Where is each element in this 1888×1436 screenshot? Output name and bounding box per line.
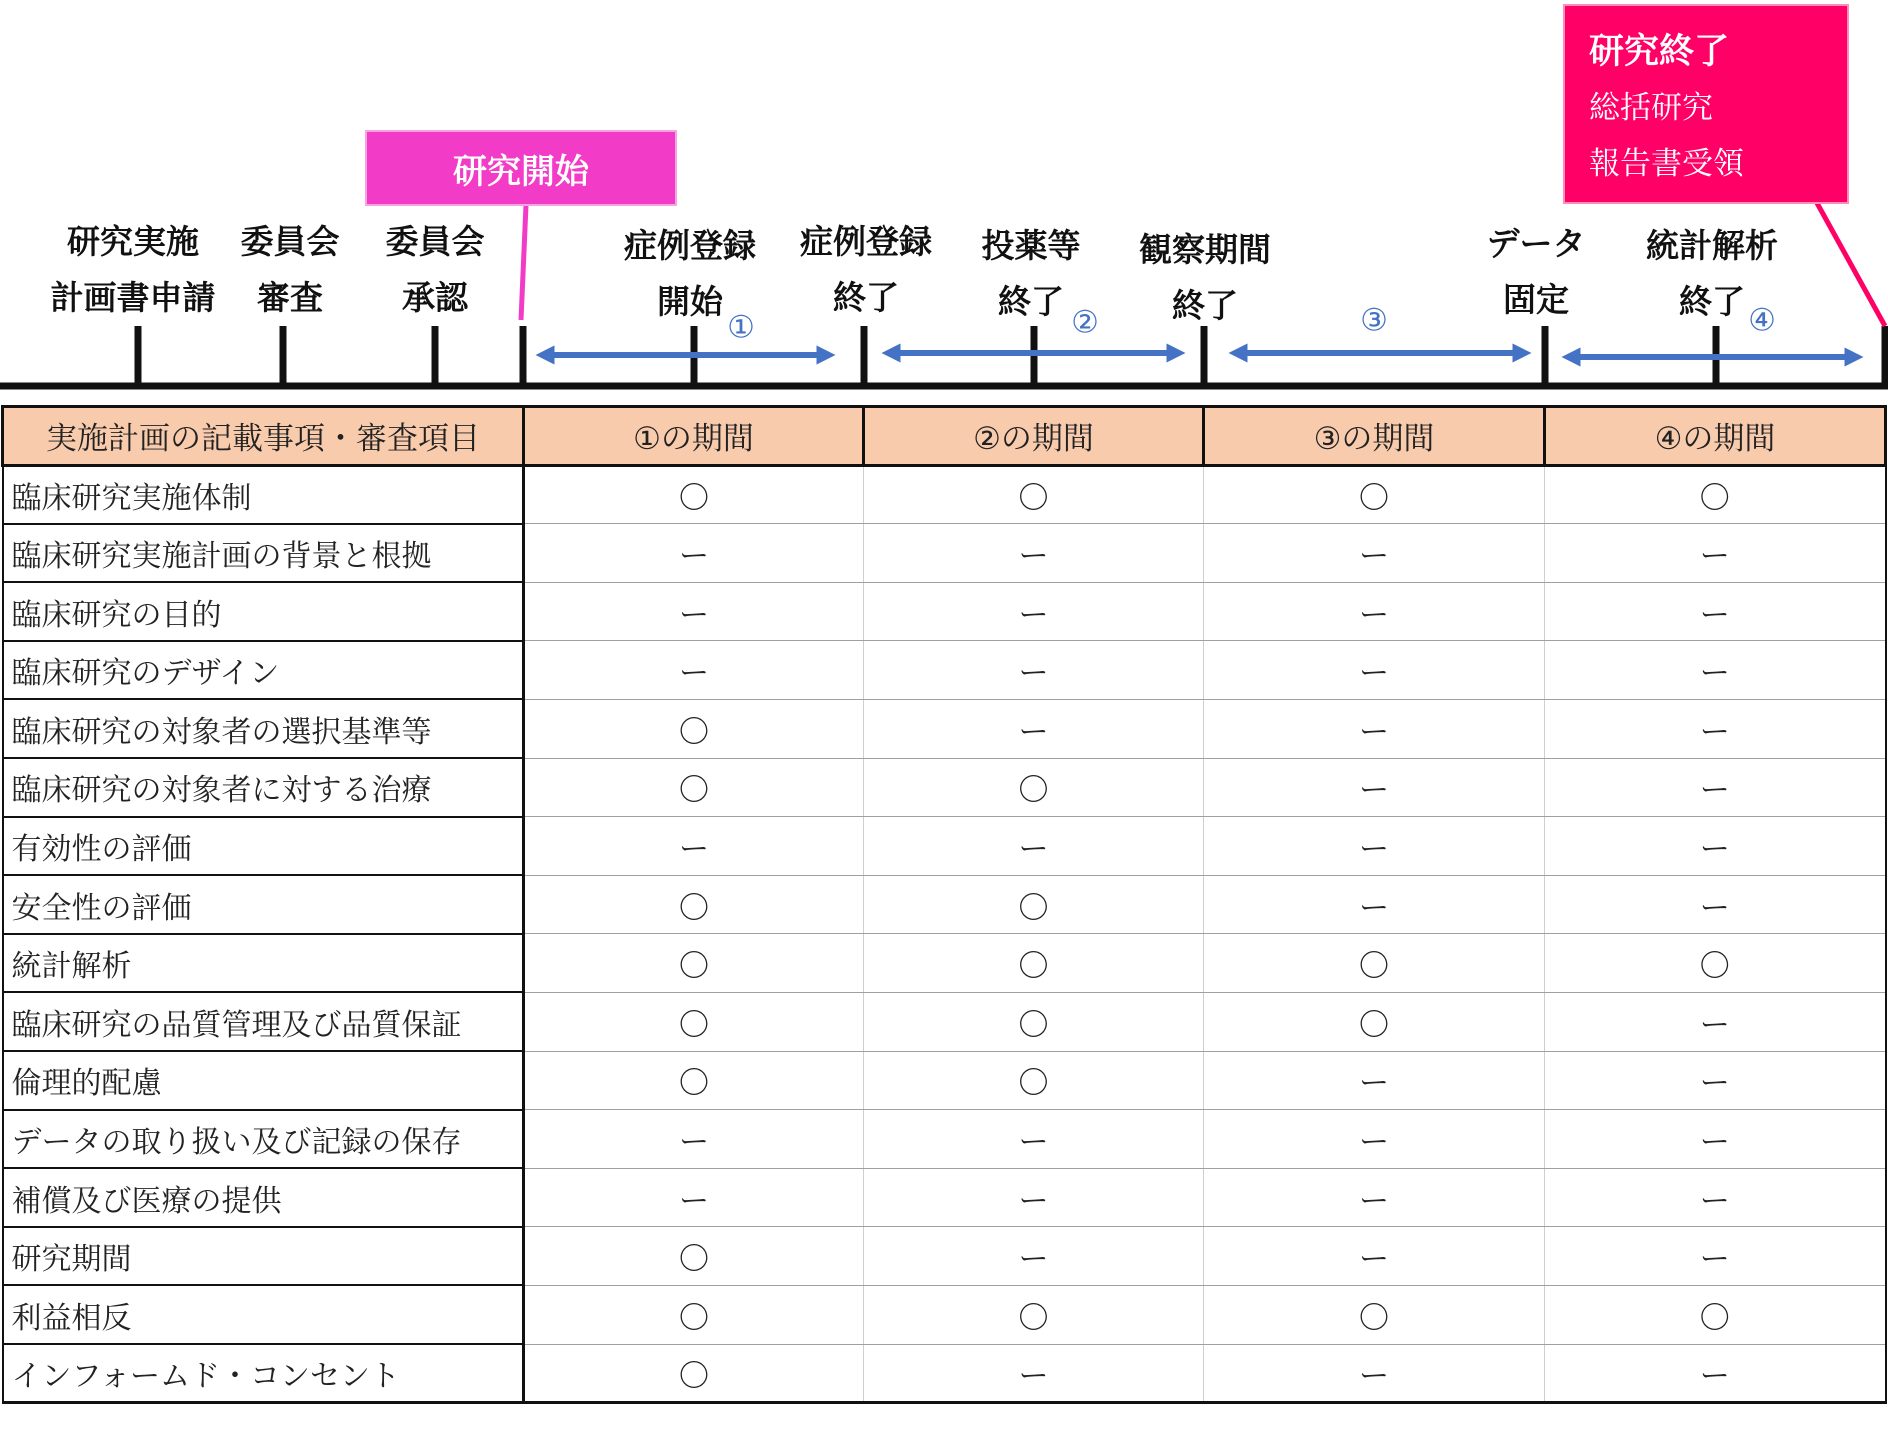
start-callout-pointer [521,205,526,320]
period-1-mark: 〇 [524,1344,864,1403]
period-2-mark: 〇 [864,992,1204,1051]
period-2-mark: 〇 [864,1285,1204,1344]
period-3-mark: 〇 [1204,934,1545,993]
period-1-mark: ー [524,524,864,583]
period-4-mark: ー [1545,699,1886,758]
table-row [3,992,1886,1051]
period-1-mark: ー [524,582,864,641]
period-arrows [545,353,1854,357]
period-3-mark: ー [1204,1110,1545,1169]
period-4-mark: ー [1545,817,1886,876]
event-label-dosing-end: 投薬等 終了 [981,226,1081,321]
period-3-mark: 〇 [1204,992,1545,1051]
event-label-enrollment-start: 症例登録 開始 [624,226,756,321]
period-2-mark: ー [864,1227,1204,1286]
review-item-label: 臨床研究実施計画の背景と根拠 [3,524,524,583]
event-label-plan-application: 研究実施 計画書申請 [50,222,216,317]
period-1-mark: 〇 [524,1285,864,1344]
period-1-mark: 〇 [524,934,864,993]
event-label-analysis-end: 統計解析 終了 [1646,226,1778,321]
period-1-mark: ー [524,817,864,876]
period-2-mark: ー [864,817,1204,876]
period-4-mark: ー [1545,641,1886,700]
period-4-mark: ー [1545,1051,1886,1110]
table-row [3,817,1886,876]
table-header-row [3,407,1886,466]
table-row [3,758,1886,817]
period-4-mark: ー [1545,524,1886,583]
review-item-label: データの取り扱い及び記録の保存 [3,1110,524,1169]
period-3-mark: ー [1204,758,1545,817]
header-period-4: ④の期間 [1545,407,1886,466]
period-4-mark: ー [1545,875,1886,934]
period-4-mark: 〇 [1545,1285,1886,1344]
period-1-mark: 〇 [524,992,864,1051]
review-item-label: 統計解析 [3,934,524,993]
review-item-label: 倫理的配慮 [3,1051,524,1110]
period-3-mark: 〇 [1204,1285,1545,1344]
period-4-mark: 〇 [1545,934,1886,993]
period-3-mark: ー [1204,875,1545,934]
table-row [3,1051,1886,1110]
table-row [3,641,1886,700]
period-2-mark: ー [864,641,1204,700]
period-3-mark: ー [1204,1227,1545,1286]
period-1-mark: 〇 [524,875,864,934]
event-label-data-lock: データ 固定 [1486,224,1586,319]
review-item-label: 研究期間 [3,1227,524,1286]
period-4-mark: ー [1545,992,1886,1051]
table-row [3,465,1886,524]
period-number-3: ③ [1360,302,1388,339]
period-1-mark: ー [524,1110,864,1169]
review-item-label: 臨床研究のデザイン [3,641,524,700]
review-item-label: 臨床研究実施体制 [3,465,524,524]
period-1-mark: 〇 [524,1227,864,1286]
period-4-mark: ー [1545,1168,1886,1227]
table-row [3,524,1886,583]
period-4-mark: 〇 [1545,465,1886,524]
period-4-mark: ー [1545,758,1886,817]
table-row [3,875,1886,934]
event-label-enrollment-end: 症例登録 終了 [800,222,932,317]
review-item-label: 臨床研究の対象者の選択基準等 [3,699,524,758]
period-2-mark: ー [864,699,1204,758]
period-3-mark: 〇 [1204,465,1545,524]
period-3-mark: ー [1204,1168,1545,1227]
period-2-mark: ー [864,1168,1204,1227]
review-item-label: インフォームド・コンセント [3,1344,524,1403]
period-3-mark: ー [1204,817,1545,876]
header-period-1: ①の期間 [524,407,864,466]
period-2-mark: 〇 [864,934,1204,993]
period-1-mark: 〇 [524,1051,864,1110]
table-row [3,1227,1886,1286]
table-row [3,934,1886,993]
period-1-mark: 〇 [524,699,864,758]
study-end-title: 研究終了 [1589,32,1730,72]
study-end-line1: 総括研究 [1589,90,1713,126]
period-2-mark: 〇 [864,1051,1204,1110]
review-item-label: 安全性の評価 [3,875,524,934]
table-row [3,1285,1886,1344]
period-1-mark: ー [524,641,864,700]
study-end-line2: 報告書受領 [1589,146,1744,182]
review-item-label: 有効性の評価 [3,817,524,876]
period-1-mark: ー [524,1168,864,1227]
table-row [3,699,1886,758]
period-4-mark: ー [1545,1227,1886,1286]
period-3-mark: ー [1204,582,1545,641]
period-4-mark: ー [1545,582,1886,641]
event-label-committee-review: 委員会 審査 [240,222,340,317]
research-timeline [0,0,1888,400]
period-3-mark: ー [1204,699,1545,758]
header-period-3: ③の期間 [1204,407,1545,466]
table-row [3,1344,1886,1403]
period-2-mark: 〇 [864,875,1204,934]
period-3-mark: ー [1204,524,1545,583]
period-2-mark: 〇 [864,758,1204,817]
review-item-label: 補償及び医療の提供 [3,1168,524,1227]
period-4-mark: ー [1545,1110,1886,1169]
period-number-4: ④ [1748,302,1776,339]
period-3-mark: ー [1204,1344,1545,1403]
table-body [3,465,1886,1403]
event-label-observation-end: 観察期間 終了 [1139,230,1271,325]
table-row [3,582,1886,641]
table-row [3,1168,1886,1227]
study-start-label: 研究開始 [453,151,589,192]
review-item-label: 臨床研究の対象者に対する治療 [3,758,524,817]
period-3-mark: ー [1204,641,1545,700]
header-items: 実施計画の記載事項・審査項目 [3,407,524,466]
review-items-table [1,405,1887,1404]
period-4-mark: ー [1545,1344,1886,1403]
review-item-label: 臨床研究の目的 [3,582,524,641]
end-callout-pointer [1817,203,1885,326]
table-row [3,1110,1886,1169]
period-2-mark: ー [864,1344,1204,1403]
header-period-2: ②の期間 [864,407,1204,466]
period-number-2: ② [1071,304,1099,341]
period-3-mark: ー [1204,1051,1545,1110]
study-start-callout [365,130,677,206]
period-2-mark: ー [864,524,1204,583]
period-number-1: ① [727,309,755,346]
review-item-label: 臨床研究の品質管理及び品質保証 [3,992,524,1051]
period-2-mark: 〇 [864,465,1204,524]
period-1-mark: 〇 [524,465,864,524]
review-item-label: 利益相反 [3,1285,524,1344]
event-label-committee-approval: 委員会 承認 [385,222,485,317]
period-1-mark: 〇 [524,758,864,817]
period-2-mark: ー [864,1110,1204,1169]
period-2-mark: ー [864,582,1204,641]
study-end-callout [1563,4,1849,204]
